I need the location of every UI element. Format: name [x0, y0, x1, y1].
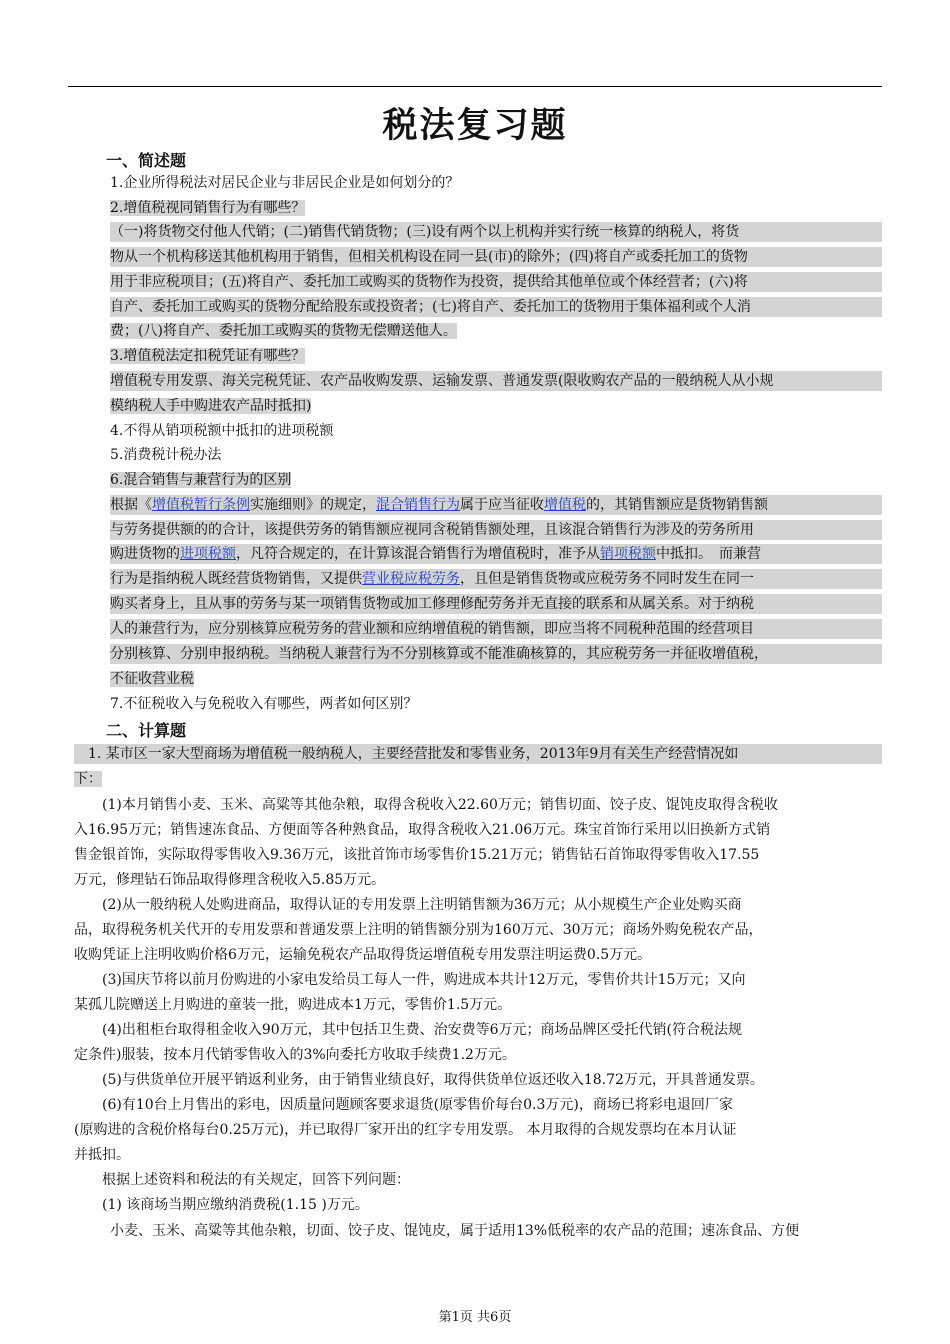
answer-2-text: 费；(八)将自产、委托加工或购买的货物无偿赠送他人。 — [110, 323, 457, 339]
page-footer: 第1页 共6页 — [438, 1310, 512, 1325]
answer-2-line-last — [110, 321, 882, 341]
problem-line: (2)从一般纳税人处购进商品，取得认证的专用发票上注明销售额为36万元；从小规模生产企业处购买商 — [74, 897, 742, 913]
text-span: 根据《 — [110, 497, 152, 513]
answer-6-line — [110, 544, 882, 564]
section2-heading: 二、计算题 — [106, 721, 187, 740]
text-span: 实施细则》的规定， — [250, 497, 376, 513]
answer-6-line: 购买者身上，且从事的劳务与某一项销售货物或加工修理修配劳务并无直接的联系和从属关系。对于纳税 — [110, 594, 882, 614]
link-mixed-sales[interactable]: 混合销售行为 — [376, 497, 460, 513]
problem-line: 某孤儿院赠送上月购进的童装一批，购进成本1万元，零售价1.5万元。 — [74, 997, 512, 1013]
text-span: ，凡符合规定的，在计算该混合销售行为增值税时，准予从 — [236, 546, 600, 562]
link-vat[interactable]: 增值税 — [544, 497, 586, 513]
text-span: 购进货物的 — [110, 546, 180, 562]
problem-line: 收购凭证上注明收购价格6万元，运输免税农产品取得货运增值税专用发票注明运费0.5万元。 — [74, 947, 652, 963]
answer-6-line: 分别核算、分别申报纳税。当纳税人兼营行为不分别核算或不能准确核算的，其应税劳务一并征收增值税， — [110, 644, 882, 664]
answer-6-line: 与劳务提供额的的合计，该提供劳务的销售额应视同含税销售额处理，且该混合销售行为涉及的劳务所用 — [110, 520, 882, 540]
problem-line: 小麦、玉米、高粱等其他杂粮，切面、饺子皮、馄饨皮，属于适用13%低税率的农产品的范围；速冻食品、方便 — [110, 1223, 800, 1239]
link-business-tax-services[interactable]: 营业税应税劳务 — [362, 571, 460, 587]
problem-intro-line: 1. 某市区一家大型商场为增值税一般纳税人，主要经营批发和零售业务，2013年9月有关生产经营情况如 — [74, 744, 882, 764]
question-7: 7.不征税收入与免税收入有哪些，两者如何区别？ — [110, 696, 418, 712]
question-2 — [110, 198, 882, 218]
link-input-tax[interactable]: 进项税额 — [180, 546, 236, 562]
question-6 — [110, 470, 882, 490]
problem-line: 并抵扣。 — [74, 1147, 130, 1163]
problem-intro-line-last — [74, 769, 882, 789]
problem-line: (1)本月销售小麦、玉米、高粱等其他杂粮，取得含税收入22.60万元；销售切面、饺子皮、馄饨皮取得含税收 — [74, 797, 778, 813]
question-3-text: 3.增值税法定扣税凭证有哪些？ — [110, 348, 306, 364]
question-2-text: 2.增值税视同销售行为有哪些？ — [110, 200, 306, 216]
problem-line: (1) 该商场当期应缴纳消费税(1.15 )万元。 — [74, 1197, 369, 1213]
problem-line: (5)与供货单位开展平销返利业务，由于销售业绩良好，取得供货单位返还收入18.72万元，开具普通发票。 — [74, 1072, 764, 1088]
problem-line: 品，取得税务机关代开的专用发票和普通发票上注明的销售额分别为160万元、30万元；商场外购免税农产品， — [74, 922, 763, 938]
answer-3-line: 增值税专用发票、海关完税凭证、农产品收购发票、运输发票、普通发票(限收购农产品的一般纳税人从小规 — [110, 371, 882, 391]
question-4: 4.不得从销项税额中抵扣的进项税额 — [110, 423, 334, 439]
answer-2-line: （一)将货物交付他人代销；(二)销售代销货物；(三)设有两个以上机构并实行统一核算的纳税人，将货 — [110, 222, 882, 242]
answer-2-line: 自产、委托加工或购买的货物分配给股东或投资者；(七)将自产、委托加工的货物用于集体福利或个人消 — [110, 297, 882, 317]
problem-intro-text: 下： — [74, 771, 102, 787]
answer-2-line: 物从一个机构移送其他机构用于销售，但相关机构设在同一县(市)的除外；(四)将自产或委托加工的货物 — [110, 247, 882, 267]
text-span: 属于应当征收 — [460, 497, 544, 513]
page-title: 税法复习题 — [382, 106, 568, 146]
question-5: 5.消费税计税办法 — [110, 447, 222, 463]
problem-line: (3)国庆节将以前月份购进的小家电发给员工每人一件，购进成本共计12万元，零售价共计15万元；又向 — [74, 972, 746, 988]
problem-line: (6)有10台上月售出的彩电，因质量问题顾客要求退货(原零售价每台0.3万元)，商场已将彩电退回厂家 — [74, 1097, 733, 1113]
text-span: 行为是指纳税人既经营货物销售，又提供 — [110, 571, 362, 587]
question-1: 1.企业所得税法对居民企业与非居民企业是如何划分的？ — [110, 175, 460, 191]
link-vat-regulation[interactable]: 增值税暂行条例 — [152, 497, 250, 513]
text-span: 中抵扣。 而兼营 — [656, 546, 761, 562]
question-3 — [110, 346, 882, 366]
answer-6-line — [110, 569, 882, 589]
answer-6-text: 不征收营业税 — [110, 671, 194, 687]
answer-6-line: 人的兼营行为，应分别核算应税劳务的营业额和应纳增值税的销售额，即应当将不同税种范围的经营项目 — [110, 619, 882, 639]
problem-line: (原购进的含税价格每台0.25万元)，并已取得厂家开出的红字专用发票。 本月取得的合规发票均在本月认证 — [74, 1122, 737, 1138]
answer-3-line-last — [110, 396, 882, 416]
problem-line: 入16.95万元；销售速冻食品、方便面等各种熟食品，取得含税收入21.06万元。珠宝首饰行采用以旧换新方式销 — [74, 822, 771, 838]
question-6-text: 6.混合销售与兼营行为的区别 — [110, 472, 292, 488]
problem-line: 根据上述资料和税法的有关规定，回答下列问题： — [74, 1172, 410, 1188]
problem-line: 定条件)服装，按本月代销零售收入的3%向委托方收取手续费1.2万元。 — [74, 1047, 516, 1063]
header-rule — [68, 86, 882, 87]
link-output-tax[interactable]: 销项税额 — [600, 546, 656, 562]
problem-line: 售金银首饰，实际取得零售收入9.36万元，该批首饰市场零售价15.21万元；销售钻石首饰取得零售收入17.55 — [74, 847, 760, 863]
answer-6-line-last — [110, 669, 882, 689]
answer-2-line: 用于非应税项目；(五)将自产、委托加工或购买的货物作为投资，提供给其他单位或个体经营者；(六)将 — [110, 272, 882, 292]
answer-3-text: 模纳税人手中购进农产品时抵扣) — [110, 398, 312, 414]
section1-heading: 一、简述题 — [106, 151, 187, 170]
problem-line: (4)出租柜台取得租金收入90万元，其中包括卫生费、治安费等6万元；商场品牌区受托代销(符合税法规 — [74, 1022, 743, 1038]
text-span: 的，其销售额应是货物销售额 — [586, 497, 768, 513]
answer-6-line — [110, 495, 882, 515]
problem-line: 万元，修理钻石饰品取得修理含税收入5.85万元。 — [74, 872, 386, 888]
text-span: ，且但是销售货物或应税劳务不同时发生在同一 — [460, 571, 754, 587]
